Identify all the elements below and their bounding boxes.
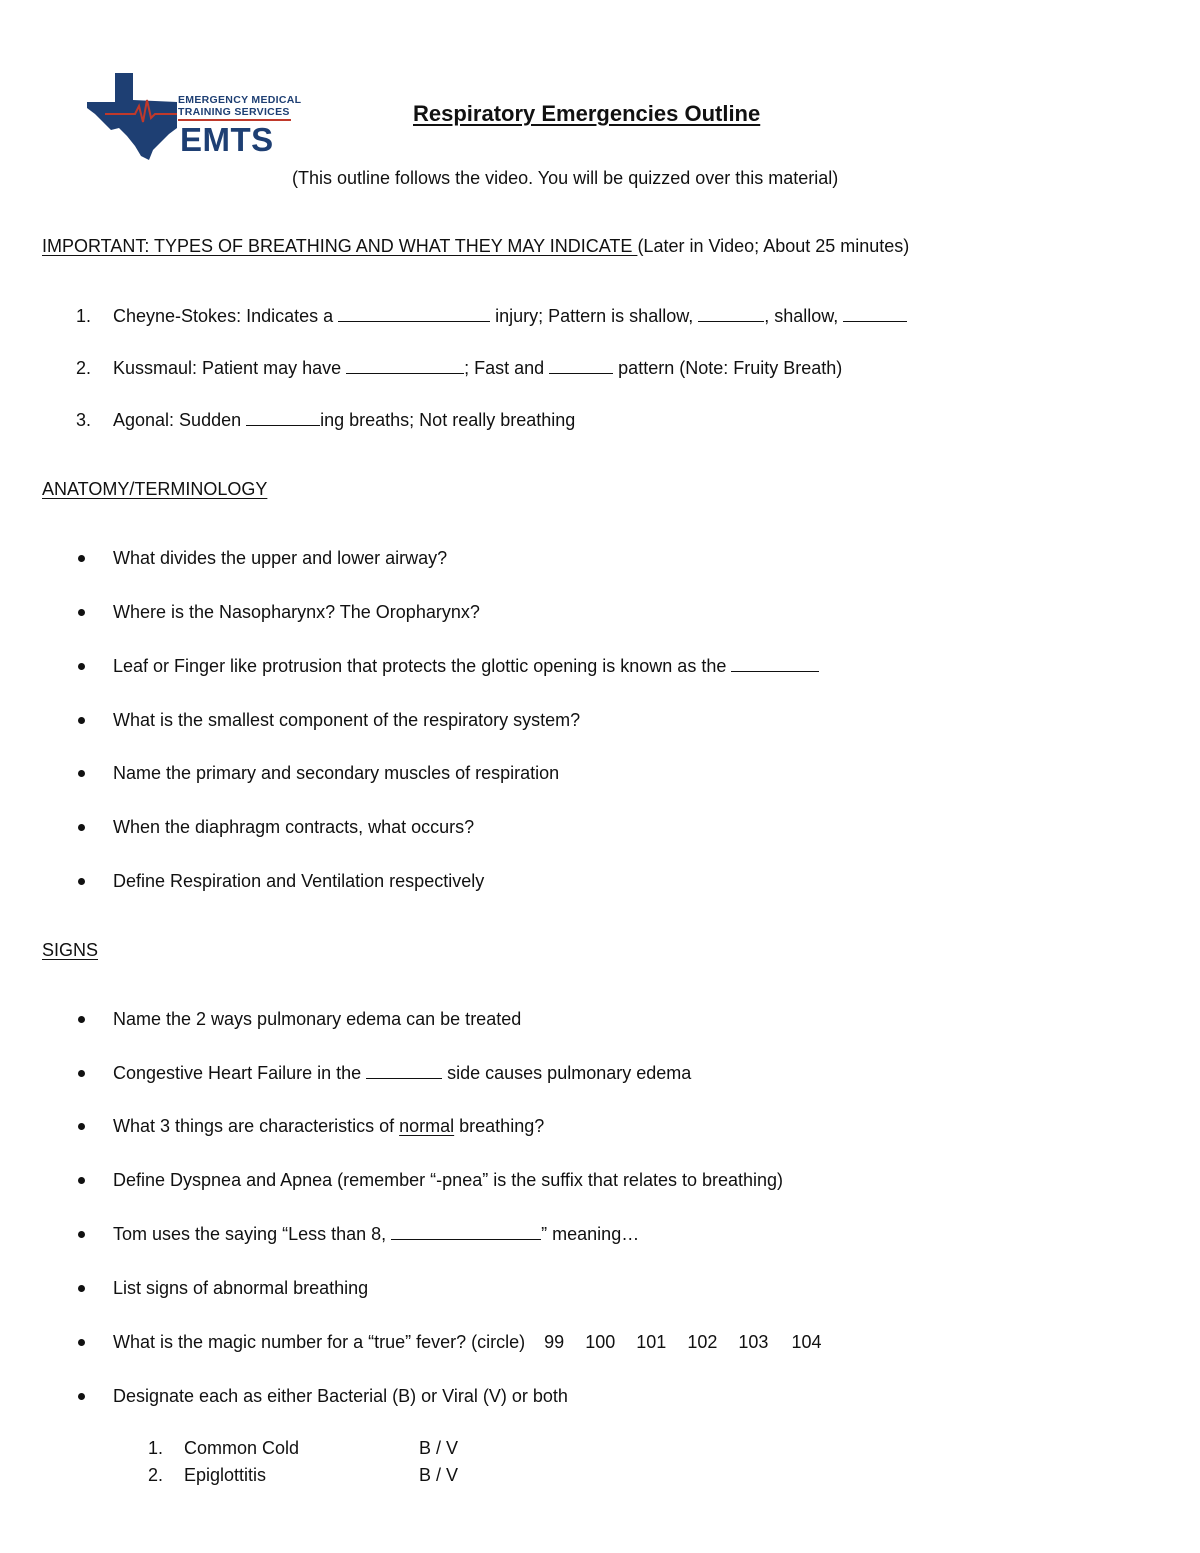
list-item: Define Dyspnea and Apnea (remember “-pnea” is the suffix that relates to breathing) [113, 1170, 784, 1190]
item-text: Congestive Heart Failure in the [113, 1063, 367, 1083]
fever-option[interactable]: 102 [687, 1332, 718, 1352]
list-item: What divides the upper and lower airway? [113, 548, 448, 568]
section-heading-text: IMPORTANT: TYPES OF BREATHING AND WHAT THEY MAY INDICATE [42, 236, 638, 256]
bullet-icon [78, 717, 85, 724]
list-item: What is the smallest component of the respiratory system? [113, 710, 581, 730]
section-heading-breathing-types [42, 235, 909, 257]
page-subtitle: (This outline follows the video. You will be quizzed over this material) [292, 168, 839, 188]
item-text: ; Fast and [464, 358, 550, 378]
item-text: Agonal: Sudden [113, 410, 247, 430]
bullet-icon [78, 1339, 85, 1346]
list-number: 3. [76, 410, 92, 430]
fill-in-blank[interactable] [346, 357, 464, 374]
item-text: pattern (Note: Fruity Breath) [613, 358, 843, 378]
list-item: When the diaphragm contracts, what occurs? [113, 817, 475, 837]
sub-list-number: 1. [148, 1438, 164, 1458]
fill-in-blank[interactable] [843, 305, 907, 322]
fever-option[interactable]: 100 [585, 1332, 616, 1352]
list-item [113, 1223, 639, 1245]
bullet-icon [78, 770, 85, 777]
section-heading-note: (Later in Video; About 25 minutes) [637, 236, 910, 256]
item-text: What is the magic number for a “true” fever? (circle) [113, 1332, 526, 1352]
list-item: Where is the Nasopharynx? The Oropharynx? [113, 602, 480, 622]
item-text: Cheyne-Stokes: Indicates a [113, 306, 339, 326]
list-item [113, 655, 819, 677]
bullet-icon [78, 824, 85, 831]
list-item [113, 1115, 544, 1137]
bullet-icon [78, 1016, 85, 1023]
item-text-underlined: normal [399, 1116, 455, 1136]
list-item: List signs of abnormal breathing [113, 1278, 369, 1298]
fill-in-blank[interactable] [731, 655, 819, 672]
bullet-icon [78, 1231, 85, 1238]
item-text: Tom uses the saying “Less than 8, [113, 1224, 392, 1244]
item-text: Leaf or Finger like protrusion that protects the glottic opening is known as the [113, 656, 732, 676]
fill-in-blank[interactable] [698, 305, 764, 322]
bullet-icon [78, 1285, 85, 1292]
bullet-icon [78, 1177, 85, 1184]
section-heading-anatomy: ANATOMY/TERMINOLOGY [42, 479, 268, 499]
fever-option[interactable]: 101 [636, 1332, 667, 1352]
page-title: Respiratory Emergencies Outline [413, 101, 761, 126]
list-item: Define Respiration and Ventilation respectively [113, 871, 485, 891]
sub-list-number: 2. [148, 1465, 164, 1485]
item-text: , shallow, [764, 306, 844, 326]
sub-item-choice[interactable]: B / V [419, 1438, 459, 1458]
emts-logo [85, 70, 300, 165]
item-text: ” meaning… [541, 1224, 640, 1244]
fill-in-blank[interactable] [391, 1223, 541, 1240]
fill-in-blank[interactable] [549, 357, 613, 374]
item-text: Kussmaul: Patient may have [113, 358, 347, 378]
item-text: side causes pulmonary edema [442, 1063, 692, 1083]
sub-item-name: Epiglottitis [184, 1465, 267, 1485]
bullet-icon [78, 1393, 85, 1400]
fever-option[interactable]: 104 [791, 1332, 822, 1352]
fill-in-blank[interactable] [338, 305, 490, 322]
list-number: 2. [76, 358, 92, 378]
item-text: What 3 things are characteristics of [113, 1116, 400, 1136]
bullet-icon [78, 878, 85, 885]
list-item-kussmaul [113, 357, 842, 379]
fill-in-blank[interactable] [366, 1062, 442, 1079]
list-item: Name the primary and secondary muscles of respiration [113, 763, 560, 783]
section-heading-signs: SIGNS [42, 940, 99, 960]
item-text: breathing? [454, 1116, 545, 1136]
list-item-fever [113, 1331, 822, 1353]
logo-brand-text: EMTS [180, 121, 274, 158]
logo-text-line2: TRAINING SERVICES [178, 106, 290, 118]
item-text: injury; Pattern is shallow, [490, 306, 699, 326]
bullet-icon [78, 663, 85, 670]
bullet-icon [78, 555, 85, 562]
fill-in-blank[interactable] [246, 409, 320, 426]
item-text: ing breaths; Not really breathing [320, 410, 576, 430]
list-number: 1. [76, 306, 92, 326]
list-item-agonal [113, 409, 575, 431]
fever-option[interactable]: 99 [544, 1332, 565, 1352]
list-item: Name the 2 ways pulmonary edema can be treated [113, 1009, 522, 1029]
list-item-cheyne-stokes [113, 305, 907, 327]
sub-item-name: Common Cold [184, 1438, 300, 1458]
bullet-icon [78, 1123, 85, 1130]
list-item: Designate each as either Bacterial (B) or Viral (V) or both [113, 1386, 568, 1406]
fever-option[interactable]: 103 [738, 1332, 769, 1352]
logo-text-line1: EMERGENCY MEDICAL [178, 94, 302, 106]
bullet-icon [78, 1070, 85, 1077]
list-item [113, 1062, 691, 1084]
sub-item-choice[interactable]: B / V [419, 1465, 459, 1485]
bullet-icon [78, 609, 85, 616]
